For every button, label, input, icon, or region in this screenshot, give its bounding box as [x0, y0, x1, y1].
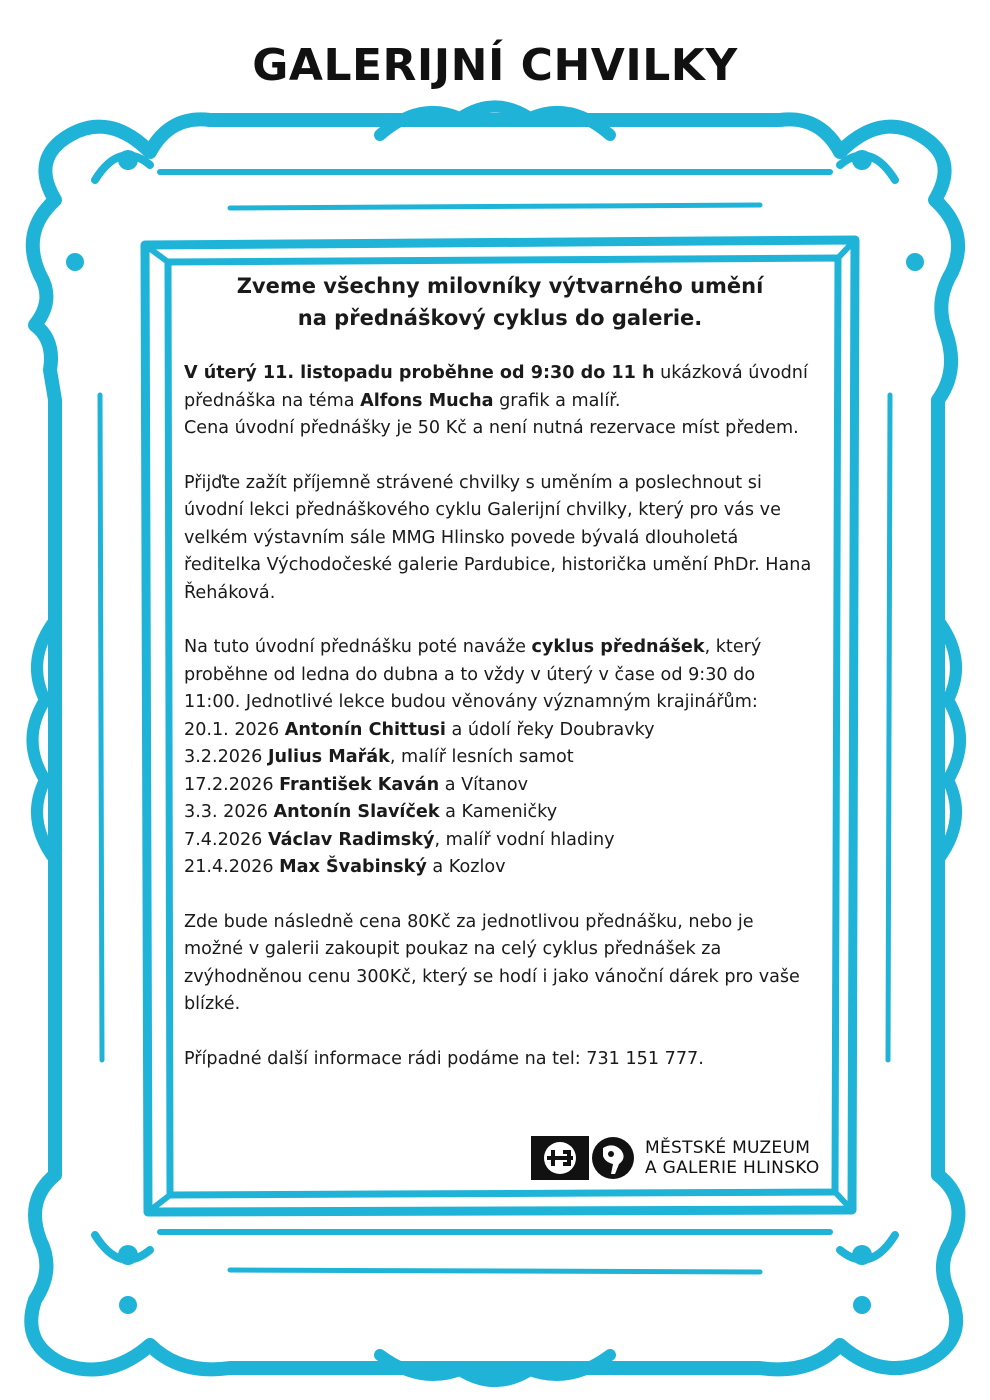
pricing-paragraph: Zde bude následně cena 80Kč za jednotlivou přednášku, nebo je možné v galerii zakoupit poukaz na celý cyklus přednášek za zvýhodněnou cenu 300Kč, který se hodí i jako vánoční dárek pro vaše blízké. [184, 911, 800, 1014]
invite-paragraph: Přijďte zažít příjemně strávené chvilky s uměním a poslechnout si úvodní lekci přednáškového cyklu Galerijní chvilky, který pro vás ve velkém výstavním sále MMG Hlinsko povede bývalá dlouholetá ředitelka Východočeské galerie Pardubice, historička umění PhDr. Hana Řeháková. [184, 472, 812, 603]
lecture-topic: a Kameničky [439, 802, 558, 822]
lecture-artist: Antonín Chittusi [284, 719, 446, 740]
intro-paragraph [184, 360, 816, 443]
intro-topic: Alfons Mucha [360, 390, 494, 411]
cycle-text-1: Na tuto úvodní přednášku poté naváže [184, 637, 532, 657]
intro-price: Cena úvodní přednášky je 50 Kč a není nutná rezervace míst předem. [184, 418, 799, 438]
poster-content [184, 270, 816, 1100]
lecture-item [184, 854, 816, 882]
museum-logo-icon [531, 1134, 635, 1182]
contact-paragraph: Případné další informace rádi podáme na tel: 731 151 777. [184, 1048, 704, 1069]
page-title: GALERIJNÍ CHVILKY [252, 40, 738, 91]
cycle-text-2: , který proběhne od ledna do dubna a to vždy v úterý v čase od 9:30 do 11:00. Jednotlivé lekce budou věnovány významným krajinářům: [184, 637, 762, 712]
lecture-topic: a Kozlov [426, 857, 506, 877]
lecture-artist: Julius Mařák [267, 747, 390, 767]
lecture-item [184, 799, 816, 827]
museum-name-line-1: MĚSTSKÉ MUZEUM [645, 1138, 811, 1158]
cycle-bold: cyklus přednášek [531, 637, 705, 657]
museum-logo [531, 1134, 820, 1182]
lecture-topic: , malíř lesních samot [389, 747, 574, 767]
lecture-item [184, 772, 816, 800]
lecture-date: 7.4.2026 [184, 829, 268, 850]
lecture-artist: Václav Radimský [267, 829, 435, 850]
lecture-item [184, 827, 816, 855]
lecture-date: 3.2.2026 [184, 747, 268, 767]
lecture-artist: Antonín Slavíček [273, 802, 440, 822]
cycle-paragraph [184, 634, 816, 882]
museum-name-line-2: A GALERIE HLINSKO [645, 1158, 820, 1178]
museum-name [645, 1138, 820, 1178]
heading-line-2: na přednáškový cyklus do galerie. [297, 306, 703, 330]
lecture-date: 20.1. 2026 [184, 719, 285, 740]
lecture-topic: a Vítanov [439, 774, 529, 795]
lecture-item [184, 717, 816, 745]
lecture-topic: a údolí řeky Doubravky [445, 719, 655, 740]
intro-date: V úterý 11. listopadu proběhne od 9:30 do 11 h [184, 363, 655, 383]
lecture-date: 21.4.2026 [184, 857, 280, 877]
lecture-item [184, 744, 816, 772]
intro-topic-desc: grafik a malíř. [493, 390, 621, 411]
lecture-date: 3.3. 2026 [184, 802, 274, 822]
lecture-artist: Max Švabinský [279, 857, 427, 877]
heading-line-1: Zveme všechny milovníky výtvarného umění [236, 274, 764, 298]
intro-text: ukázková úvodní přednáška na téma [184, 363, 808, 411]
lecture-artist: František Kaván [279, 774, 440, 795]
lecture-topic: , malíř vodní hladiny [434, 829, 615, 850]
lecture-date: 17.2.2026 [184, 774, 280, 795]
invitation-heading [184, 270, 816, 334]
